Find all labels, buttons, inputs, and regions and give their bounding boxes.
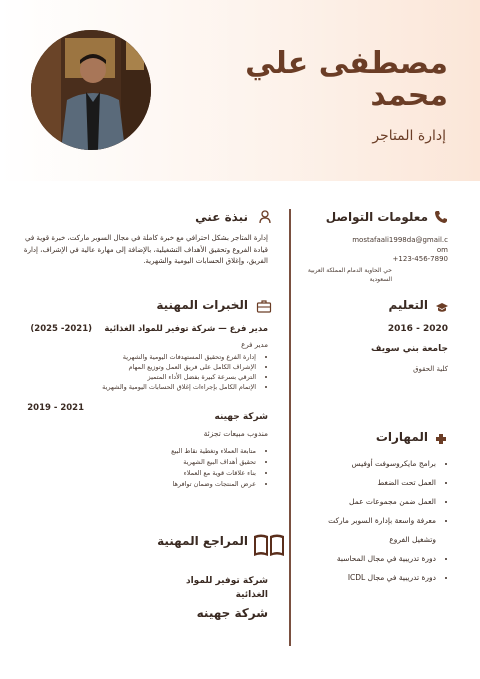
job-role-2: مندوب مبيعات تجزئة <box>203 429 268 438</box>
skill-item: • دورة تدريبية في مجال المحاسبة <box>328 549 436 568</box>
contact-email[interactable]: mostafaali1998da@gmail.com <box>352 236 448 254</box>
references-heading: المراجع المهنية <box>157 534 248 548</box>
job-bullet: • بناء علاقات قوية مع العملاء <box>88 468 256 479</box>
job-role-1: مدير فرع <box>241 341 268 349</box>
job-bullet: • عرض المنتجات وضمان توافرها <box>88 479 256 490</box>
education-years: 2016 - 2020 <box>387 324 448 334</box>
job-dates-2: 2019 - 2021 <box>27 403 84 413</box>
contact-heading: معلومات التواصل <box>325 210 428 224</box>
person-name: مصطفى علي محمد <box>245 46 448 113</box>
job-title-2: شركة جهينه <box>214 412 268 422</box>
reference-item-2: شركة جهينه <box>196 606 268 620</box>
job-bullets-2 <box>88 446 268 490</box>
skills-heading: المهارات <box>375 430 428 444</box>
job-bullet: • متابعة العملاء وتغطية نقاط البيع <box>88 446 256 457</box>
skill-item: • معرفة واسعة بإدارة السوبر ماركت وتشغيل الفروع <box>328 511 436 549</box>
experience-heading: الخبرات المهنية <box>156 298 248 312</box>
job-bullet: • إدارة الفرع وتحقيق المستهدفات اليومية والشهرية <box>68 352 256 362</box>
puzzle-icon <box>434 431 448 450</box>
job-bullet: • تحقيق أهداف البيع الشهرية <box>88 457 256 468</box>
column-divider <box>289 209 291 646</box>
skill-item: • دورة تدريبية في مجال ICDL <box>328 568 436 587</box>
skill-item: • برامج مايكروسوفت أوفيس <box>328 454 436 473</box>
job-bullet: • الإشراف الكامل على فريق العمل وتوزيع المهام <box>68 362 256 372</box>
education-university: جامعة بني سويف <box>371 344 448 354</box>
phone-icon <box>434 209 448 228</box>
about-text: إدارة المتاجر بشكل احترافي مع خبرة كاملة في مجال السوبر ماركت، خبرة قوية في قيادة الفروع وتحقيق الأهداف التشغيلية، بالإضافة إلى مهارة عالية في الإشراف، إدارة الفريق، وإغلاق الحسابات اليومية والشهرية. <box>23 234 268 265</box>
job-dates-1: (2025 -2021) <box>30 324 92 334</box>
job-title-1: مدير فرع — شركة توفير للمواد الغذائية <box>104 324 268 334</box>
briefcase-icon <box>256 298 272 317</box>
person-icon <box>259 209 271 228</box>
skills-list <box>328 454 448 587</box>
contact-address: حي الحاوية الدمام المملكة العربية السعودية <box>307 267 392 283</box>
contact-phone: +123-456-7890 <box>392 255 448 263</box>
skill-item: • العمل تحت الضغط <box>328 473 436 492</box>
job-bullet: • الإتمام الكامل بإجراءات إغلاق الحسابات اليومية والشهرية <box>68 382 256 392</box>
job-bullet: • الترقي بسرعة كبيرة بفضل الأداء المتميز <box>68 372 256 382</box>
education-heading: التعليم <box>388 298 428 312</box>
profile-photo <box>31 30 151 150</box>
skill-item: • العمل ضمن مجموعات عمل <box>328 492 436 511</box>
book-icon <box>252 532 286 562</box>
job-title: إدارة المتاجر <box>372 128 446 144</box>
job-bullets-1 <box>68 352 268 392</box>
reference-item-1: شركة توفير للمواد الغذائية <box>185 576 268 600</box>
education-faculty: كلية الحقوق <box>413 365 448 373</box>
about-heading: نبذة عني <box>195 210 248 224</box>
graduation-cap-icon <box>435 299 449 318</box>
